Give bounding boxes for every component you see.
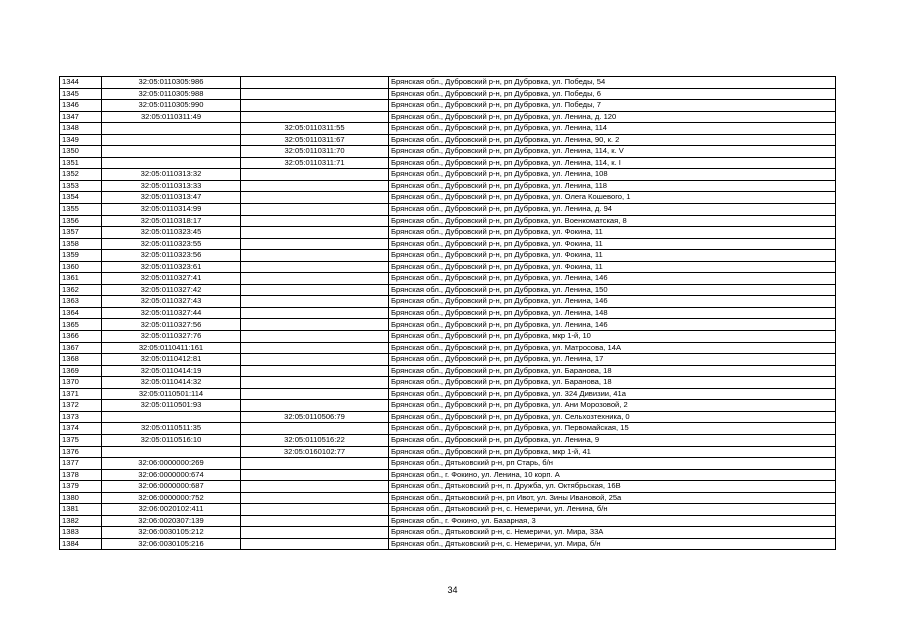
table-row	[60, 273, 836, 285]
row-number-cell: 1374	[60, 423, 102, 435]
cadastral-number-cell	[102, 411, 241, 423]
row-number-cell: 1380	[60, 492, 102, 504]
address-cell: Брянская обл., Дубровский р-н, рп Дубровка, мкр 1-й, 41	[389, 446, 836, 458]
cadastral-number-secondary-cell	[241, 88, 389, 100]
row-number-cell: 1369	[60, 365, 102, 377]
address-cell: Брянская обл., Дубровский р-н, рп Дубровка, ул. Ленина, 150	[389, 284, 836, 296]
address-cell: Брянская обл., Дубровский р-н, рп Дубровка, ул. Матросова, 14А	[389, 342, 836, 354]
cadastral-number-cell: 32:05:0110313:47	[102, 192, 241, 204]
cadastral-number-cell: 32:05:0110327:56	[102, 319, 241, 331]
cadastral-number-secondary-cell	[241, 538, 389, 550]
address-cell: Брянская обл., Дубровский р-н, рп Дубровка, ул. Ленина, 108	[389, 169, 836, 181]
table-row	[60, 388, 836, 400]
table-row	[60, 527, 836, 539]
row-number-cell: 1383	[60, 527, 102, 539]
cadastral-number-cell: 32:05:0110501:93	[102, 400, 241, 412]
cadastral-number-cell: 32:06:0020307:139	[102, 515, 241, 527]
address-cell: Брянская обл., Дубровский р-н, рп Дубровка, ул. Ленина, 114, к. I	[389, 157, 836, 169]
table-row	[60, 434, 836, 446]
table-row	[60, 319, 836, 331]
cadastral-number-secondary-cell	[241, 215, 389, 227]
table-row	[60, 111, 836, 123]
row-number-cell: 1368	[60, 354, 102, 366]
cadastral-number-secondary-cell: 32:05:0110516:22	[241, 434, 389, 446]
table-row	[60, 515, 836, 527]
table-row	[60, 261, 836, 273]
table-row	[60, 458, 836, 470]
cadastral-number-secondary-cell	[241, 365, 389, 377]
address-cell: Брянская обл., Дятьковский р-н, с. Немеричи, ул. Мира, 33А	[389, 527, 836, 539]
table-row	[60, 88, 836, 100]
table-row	[60, 180, 836, 192]
cadastral-number-secondary-cell	[241, 331, 389, 343]
cadastral-number-cell: 32:05:0110318:17	[102, 215, 241, 227]
table-row	[60, 365, 836, 377]
table-row	[60, 538, 836, 550]
table-row	[60, 446, 836, 458]
cadastral-number-cell: 32:05:0110313:33	[102, 180, 241, 192]
row-number-cell: 1364	[60, 307, 102, 319]
table-row	[60, 284, 836, 296]
table-row	[60, 504, 836, 516]
row-number-cell: 1384	[60, 538, 102, 550]
cadastral-number-cell: 32:05:0110501:114	[102, 388, 241, 400]
cadastral-number-secondary-cell	[241, 261, 389, 273]
address-cell: Брянская обл., Дубровский р-н, рп Дубровка, ул. 324 Дивизии, 41а	[389, 388, 836, 400]
cadastral-number-cell	[102, 446, 241, 458]
row-number-cell: 1348	[60, 123, 102, 135]
cadastral-number-cell	[102, 157, 241, 169]
address-cell: Брянская обл., г. Фокино, ул. Базарная, 3	[389, 515, 836, 527]
row-number-cell: 1375	[60, 434, 102, 446]
cadastral-number-cell: 32:05:0110412:81	[102, 354, 241, 366]
cadastral-number-secondary-cell	[241, 204, 389, 216]
cadastral-number-secondary-cell	[241, 250, 389, 262]
table-row	[60, 146, 836, 158]
cadastral-number-secondary-cell: 32:05:0110311:70	[241, 146, 389, 158]
table-row	[60, 250, 836, 262]
row-number-cell: 1349	[60, 134, 102, 146]
cadastral-number-cell: 32:05:0110314:99	[102, 204, 241, 216]
row-number-cell: 1356	[60, 215, 102, 227]
cadastral-number-cell: 32:05:0110323:56	[102, 250, 241, 262]
row-number-cell: 1363	[60, 296, 102, 308]
cadastral-number-cell: 32:06:0030105:212	[102, 527, 241, 539]
address-cell: Брянская обл., Дятьковский р-н, с. Немеричи, ул. Ленина, б/н	[389, 504, 836, 516]
cadastral-number-cell	[102, 134, 241, 146]
cadastral-number-secondary-cell	[241, 296, 389, 308]
table-row	[60, 411, 836, 423]
cadastral-number-cell: 32:05:0110305:986	[102, 77, 241, 89]
cadastral-number-secondary-cell	[241, 284, 389, 296]
row-number-cell: 1362	[60, 284, 102, 296]
page-number: 34	[447, 585, 458, 595]
cadastral-number-secondary-cell	[241, 342, 389, 354]
cadastral-number-cell: 32:05:0110327:76	[102, 331, 241, 343]
cadastral-number-cell: 32:05:0110511:35	[102, 423, 241, 435]
row-number-cell: 1350	[60, 146, 102, 158]
table-row	[60, 400, 836, 412]
cadastral-number-secondary-cell	[241, 169, 389, 181]
row-number-cell: 1379	[60, 481, 102, 493]
table-row	[60, 423, 836, 435]
address-cell: Брянская обл., Дубровский р-н, рп Дубровка, ул. Ленина, 146	[389, 296, 836, 308]
cadastral-number-cell: 32:05:0110327:42	[102, 284, 241, 296]
address-cell: Брянская обл., Дубровский р-н, рп Дубровка, мкр 1-й, 10	[389, 331, 836, 343]
cadastral-number-cell	[102, 146, 241, 158]
table-row	[60, 192, 836, 204]
cadastral-number-secondary-cell	[241, 388, 389, 400]
cadastral-number-secondary-cell	[241, 192, 389, 204]
row-number-cell: 1358	[60, 238, 102, 250]
address-cell: Брянская обл., Дубровский р-н, рп Дубровка, ул. Победы, 6	[389, 88, 836, 100]
address-cell: Брянская обл., Дятьковский р-н, с. Немеричи, ул. Мира, б/н	[389, 538, 836, 550]
row-number-cell: 1372	[60, 400, 102, 412]
table-row	[60, 331, 836, 343]
cadastral-number-cell: 32:06:0000000:674	[102, 469, 241, 481]
address-cell: Брянская обл., Дубровский р-н, рп Дубровка, ул. Ленина, д. 120	[389, 111, 836, 123]
table-row	[60, 492, 836, 504]
table-row	[60, 342, 836, 354]
address-cell: Брянская обл., Дубровский р-н, рп Дубровка, ул. Ленина, 118	[389, 180, 836, 192]
table-row	[60, 377, 836, 389]
table-row	[60, 123, 836, 135]
row-number-cell: 1347	[60, 111, 102, 123]
row-number-cell: 1344	[60, 77, 102, 89]
table-row	[60, 215, 836, 227]
table-row	[60, 354, 836, 366]
cadastral-number-secondary-cell	[241, 77, 389, 89]
cadastral-number-secondary-cell	[241, 504, 389, 516]
row-number-cell: 1352	[60, 169, 102, 181]
cadastral-number-secondary-cell	[241, 180, 389, 192]
table-row	[60, 481, 836, 493]
table-row	[60, 134, 836, 146]
table-row	[60, 100, 836, 112]
row-number-cell: 1351	[60, 157, 102, 169]
cadastral-number-cell: 32:05:0110327:44	[102, 307, 241, 319]
row-number-cell: 1376	[60, 446, 102, 458]
cadastral-number-cell: 32:05:0110327:43	[102, 296, 241, 308]
cadastral-number-secondary-cell	[241, 400, 389, 412]
address-cell: Брянская обл., Дубровский р-н, рп Дубровка, ул. Ленина, 17	[389, 354, 836, 366]
cadastral-number-cell: 32:05:0110323:61	[102, 261, 241, 273]
address-cell: Брянская обл., Дубровский р-н, рп Дубровка, ул. Фокина, 11	[389, 238, 836, 250]
cadastral-number-secondary-cell	[241, 273, 389, 285]
address-cell: Брянская обл., Дубровский р-н, рп Дубровка, ул. Сельхозтехника, 0	[389, 411, 836, 423]
address-cell: Брянская обл., Дятьковский р-н, рп Старь, б/н	[389, 458, 836, 470]
address-cell: Брянская обл., Дубровский р-н, рп Дубровка, ул. Ленина, 114	[389, 123, 836, 135]
table-row	[60, 77, 836, 89]
cadastral-number-secondary-cell: 32:05:0160102:77	[241, 446, 389, 458]
cadastral-number-secondary-cell	[241, 492, 389, 504]
cadastral-number-cell	[102, 123, 241, 135]
row-number-cell: 1381	[60, 504, 102, 516]
cadastral-number-secondary-cell	[241, 481, 389, 493]
table-row	[60, 227, 836, 239]
cadastral-number-secondary-cell	[241, 238, 389, 250]
row-number-cell: 1354	[60, 192, 102, 204]
cadastral-number-secondary-cell: 32:05:0110311:71	[241, 157, 389, 169]
registry-table-body	[60, 77, 836, 550]
address-cell: Брянская обл., Дубровский р-н, рп Дубровка, ул. Ленина, 146	[389, 319, 836, 331]
table-row	[60, 169, 836, 181]
cadastral-number-cell: 32:05:0110411:161	[102, 342, 241, 354]
address-cell: Брянская обл., Дубровский р-н, рп Дубровка, ул. Олега Кошевого, 1	[389, 192, 836, 204]
cadastral-number-secondary-cell	[241, 469, 389, 481]
row-number-cell: 1346	[60, 100, 102, 112]
row-number-cell: 1373	[60, 411, 102, 423]
table-row	[60, 307, 836, 319]
address-cell: Брянская обл., Дубровский р-н, рп Дубровка, ул. Ленина, 90, к. 2	[389, 134, 836, 146]
address-cell: Брянская обл., Дятьковский р-н, п. Дружба, ул. Октябрьская, 16В	[389, 481, 836, 493]
row-number-cell: 1382	[60, 515, 102, 527]
row-number-cell: 1371	[60, 388, 102, 400]
cadastral-number-cell: 32:06:0000000:687	[102, 481, 241, 493]
address-cell: Брянская обл., Дубровский р-н, рп Дубровка, ул. Победы, 54	[389, 77, 836, 89]
row-number-cell: 1377	[60, 458, 102, 470]
cadastral-number-secondary-cell: 32:05:0110311:67	[241, 134, 389, 146]
address-cell: Брянская обл., Дубровский р-н, рп Дубровка, ул. Ленина, 9	[389, 434, 836, 446]
cadastral-number-secondary-cell	[241, 227, 389, 239]
cadastral-number-cell: 32:05:0110305:988	[102, 88, 241, 100]
row-number-cell: 1367	[60, 342, 102, 354]
row-number-cell: 1360	[60, 261, 102, 273]
table-row	[60, 204, 836, 216]
row-number-cell: 1370	[60, 377, 102, 389]
table-row	[60, 238, 836, 250]
address-cell: Брянская обл., Дубровский р-н, рп Дубровка, ул. Баранова, 18	[389, 377, 836, 389]
cadastral-number-cell: 32:05:0110311:49	[102, 111, 241, 123]
row-number-cell: 1361	[60, 273, 102, 285]
cadastral-number-cell: 32:06:0000000:269	[102, 458, 241, 470]
address-cell: Брянская обл., Дубровский р-н, рп Дубровка, ул. Победы, 7	[389, 100, 836, 112]
address-cell: Брянская обл., Дубровский р-н, рп Дубровка, ул. Фокина, 11	[389, 227, 836, 239]
address-cell: Брянская обл., Дубровский р-н, рп Дубровка, ул. Фокина, 11	[389, 250, 836, 262]
row-number-cell: 1355	[60, 204, 102, 216]
cadastral-number-secondary-cell	[241, 307, 389, 319]
cadastral-number-cell: 32:06:0020102:411	[102, 504, 241, 516]
address-cell: Брянская обл., Дубровский р-н, рп Дубровка, ул. Ленина, 146	[389, 273, 836, 285]
address-cell: Брянская обл., Дубровский р-н, рп Дубровка, ул. Первомайская, 15	[389, 423, 836, 435]
cadastral-number-cell: 32:06:0030105:216	[102, 538, 241, 550]
address-cell: Брянская обл., Дубровский р-н, рп Дубровка, ул. Ленина, д. 94	[389, 204, 836, 216]
cadastral-number-secondary-cell	[241, 377, 389, 389]
row-number-cell: 1366	[60, 331, 102, 343]
table-row	[60, 469, 836, 481]
cadastral-number-cell: 32:05:0110414:32	[102, 377, 241, 389]
table-row	[60, 296, 836, 308]
row-number-cell: 1345	[60, 88, 102, 100]
address-cell: Брянская обл., г. Фокино, ул. Ленина, 10 корп. А	[389, 469, 836, 481]
cadastral-number-secondary-cell	[241, 354, 389, 366]
cadastral-number-cell: 32:05:0110327:41	[102, 273, 241, 285]
cadastral-number-cell: 32:05:0110414:19	[102, 365, 241, 377]
cadastral-number-secondary-cell	[241, 515, 389, 527]
cadastral-number-cell: 32:05:0110323:45	[102, 227, 241, 239]
address-cell: Брянская обл., Дятьковский р-н, рп Ивот, ул. Зины Ивановой, 25а	[389, 492, 836, 504]
cadastral-number-cell: 32:05:0110516:10	[102, 434, 241, 446]
address-cell: Брянская обл., Дубровский р-н, рп Дубровка, ул. Фокина, 11	[389, 261, 836, 273]
cadastral-number-cell: 32:05:0110323:55	[102, 238, 241, 250]
row-number-cell: 1365	[60, 319, 102, 331]
address-cell: Брянская обл., Дубровский р-н, рп Дубровка, ул. Военкоматская, 8	[389, 215, 836, 227]
cadastral-number-secondary-cell	[241, 458, 389, 470]
row-number-cell: 1353	[60, 180, 102, 192]
cadastral-number-secondary-cell: 32:05:0110506:79	[241, 411, 389, 423]
cadastral-number-secondary-cell	[241, 423, 389, 435]
cadastral-number-cell: 32:06:0000000:752	[102, 492, 241, 504]
cadastral-number-cell: 32:05:0110313:32	[102, 169, 241, 181]
row-number-cell: 1378	[60, 469, 102, 481]
address-cell: Брянская обл., Дубровский р-н, рп Дубровка, ул. Баранова, 18	[389, 365, 836, 377]
cadastral-number-secondary-cell: 32:05:0110311:55	[241, 123, 389, 135]
cadastral-number-cell: 32:05:0110305:990	[102, 100, 241, 112]
row-number-cell: 1359	[60, 250, 102, 262]
cadastral-number-secondary-cell	[241, 111, 389, 123]
row-number-cell: 1357	[60, 227, 102, 239]
cadastral-number-secondary-cell	[241, 100, 389, 112]
address-cell: Брянская обл., Дубровский р-н, рп Дубровка, ул. Ленина, 148	[389, 307, 836, 319]
cadastral-number-secondary-cell	[241, 319, 389, 331]
address-cell: Брянская обл., Дубровский р-н, рп Дубровка, ул. Ани Морозовой, 2	[389, 400, 836, 412]
address-cell: Брянская обл., Дубровский р-н, рп Дубровка, ул. Ленина, 114, к. V	[389, 146, 836, 158]
table-row	[60, 157, 836, 169]
cadastral-number-secondary-cell	[241, 527, 389, 539]
registry-table	[59, 76, 836, 550]
